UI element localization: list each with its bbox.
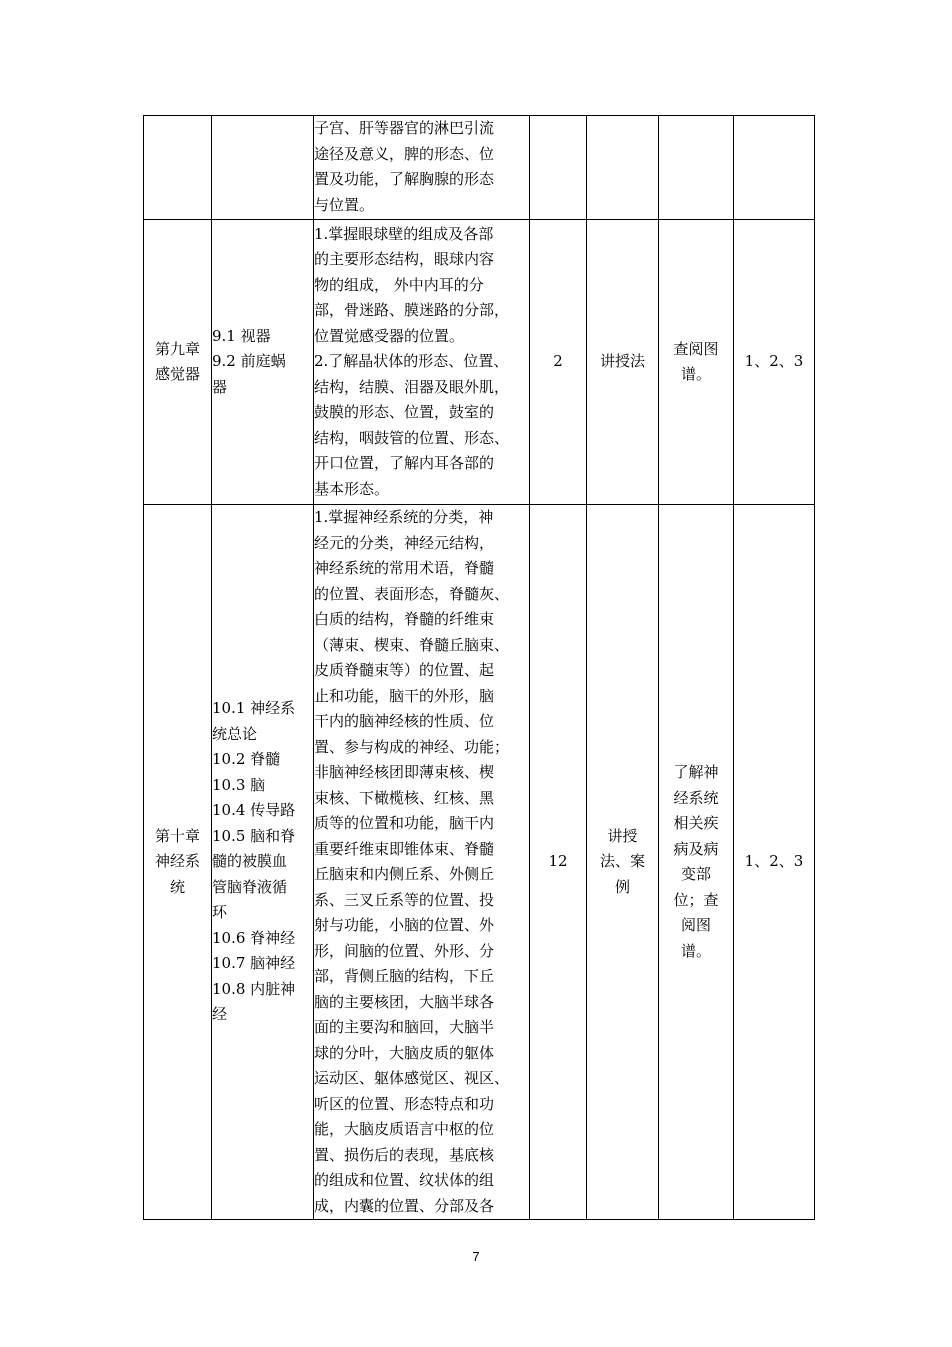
- cell-line: 查阅图: [673, 339, 719, 358]
- cell-line: 10.6 脊神经: [212, 928, 296, 947]
- cell-line: 变部: [680, 865, 711, 883]
- cell-line: 10.7 脑神经: [212, 954, 296, 973]
- cell-line: 干内的脑神经核的性质、位: [314, 712, 495, 730]
- sections-cell: [212, 505, 314, 1220]
- cell-line: 讲授: [607, 826, 638, 845]
- cell-line: 止和功能，脑干的外形，脑: [314, 686, 495, 705]
- cell-line: 经: [212, 1005, 228, 1024]
- cell-line: 部，背侧丘脑的结构，下丘: [314, 967, 495, 985]
- chapter-cell: [144, 116, 212, 220]
- cell-line: 谱。: [680, 365, 711, 383]
- method-cell: [587, 220, 659, 505]
- cell-line: 与位置。: [314, 195, 375, 214]
- objectives-cell: [734, 220, 815, 505]
- table-row: [144, 116, 815, 220]
- cell-line: 管脑脊液循: [212, 877, 288, 896]
- cell-line: 感觉器: [154, 365, 200, 383]
- cell-line: 经系统: [673, 788, 719, 807]
- cell-line: 的组成和位置、纹状体的组: [314, 1171, 495, 1189]
- cell-line: 神经系: [154, 852, 200, 871]
- cell-line: 置、参与构成的神经、功能；: [314, 737, 510, 756]
- content-cell: [314, 505, 530, 1220]
- cell-line: 的主要形态结构，眼球内容: [314, 250, 495, 269]
- cell-line: 统: [169, 877, 185, 896]
- cell-line: 10.5 脑和脊: [212, 826, 296, 845]
- cell-line: 1.掌握神经系统的分类，神: [314, 508, 494, 526]
- cell-line: 例: [614, 877, 630, 896]
- cell-line: 听区的位置、形态特点和功: [314, 1094, 495, 1113]
- requirement-cell: [659, 220, 734, 505]
- table-row: [144, 505, 815, 1220]
- cell-line: 相关疾: [673, 814, 719, 832]
- cell-line: 基本形态。: [314, 479, 390, 498]
- cell-line: 讲授法: [599, 352, 645, 371]
- content-cell: [314, 220, 530, 505]
- cell-line: 束核、下橄榄核、红核、黑: [314, 788, 495, 807]
- method-cell: [587, 505, 659, 1220]
- cell-line: 髓的被膜血: [212, 852, 288, 871]
- hours-cell: [530, 505, 587, 1220]
- cell-line: 第十章: [154, 826, 200, 845]
- cell-line: 位置觉感受器的位置。: [314, 326, 465, 345]
- cell-line: 阅图: [680, 916, 711, 934]
- cell-line: 白质的结构，脊髓的纤维束: [314, 610, 495, 628]
- cell-text: 1、2、3: [744, 352, 804, 371]
- cell-text: 2: [553, 352, 563, 371]
- cell-line: 法、案: [599, 852, 645, 871]
- cell-line: 面的主要沟和脑回，大脑半: [314, 1018, 495, 1036]
- cell-text: 12: [548, 852, 568, 871]
- cell-line: 10.1 神经系: [212, 699, 296, 718]
- method-cell: [587, 116, 659, 220]
- syllabus-table: [143, 115, 815, 1220]
- cell-line: 置、损伤后的表现，基底核: [314, 1145, 495, 1164]
- cell-line: 神经系统的常用术语，脊髓: [314, 559, 495, 577]
- table-row: [144, 220, 815, 505]
- cell-line: 位；查: [673, 890, 719, 909]
- cell-line: 10.3 脑: [212, 775, 266, 794]
- cell-line: 了解神: [673, 763, 719, 781]
- objectives-cell: [734, 116, 815, 220]
- cell-line: 9.2 前庭蜗: [212, 352, 286, 371]
- cell-line: 开口位置，了解内耳各部的: [314, 454, 495, 473]
- cell-line: 结构，结膜、泪器及眼外肌，: [314, 377, 510, 396]
- cell-line: 形，间脑的位置、外形、分: [314, 941, 495, 960]
- cell-line: 成，内囊的位置、分部及各: [314, 1196, 495, 1215]
- cell-line: 系、三叉丘系等的位置、投: [314, 890, 495, 909]
- cell-line: 经元的分类，神经元结构，: [314, 533, 495, 552]
- content-cell: [314, 116, 530, 220]
- cell-line: 1.掌握眼球壁的组成及各部: [314, 224, 494, 243]
- cell-line: 能，大脑皮质语言中枢的位: [314, 1120, 495, 1138]
- sections-cell: [212, 116, 314, 220]
- cell-line: 9.1 视器: [212, 326, 271, 345]
- sections-cell: [212, 220, 314, 505]
- objectives-cell: [734, 505, 815, 1220]
- cell-line: 10.2 脊髓: [212, 750, 281, 769]
- chapter-cell: [144, 220, 212, 505]
- cell-line: 非脑神经核团即薄束核、楔: [314, 763, 495, 781]
- cell-line: 环: [212, 903, 228, 922]
- cell-line: 部，骨迷路、膜迷路的分部，: [314, 301, 510, 320]
- chapter-cell: [144, 505, 212, 1220]
- cell-line: 物的组成， 外中内耳的分: [314, 275, 484, 294]
- hours-cell: [530, 116, 587, 220]
- cell-line: 器: [212, 377, 228, 396]
- cell-line: 脑的主要核团，大脑半球各: [314, 992, 495, 1011]
- hours-cell: [530, 220, 587, 505]
- page-number: 7: [472, 1249, 480, 1264]
- cell-line: 的位置、表面形态，脊髓灰、: [314, 584, 510, 603]
- cell-line: 皮质脊髓束等）的位置、起: [314, 661, 495, 679]
- cell-line: 结构，咽鼓管的位置、形态、: [314, 428, 510, 447]
- cell-line: 病及病: [673, 839, 719, 858]
- cell-line: 10.8 内脏神: [212, 979, 296, 998]
- cell-line: 置及功能，了解胸腺的形态: [314, 170, 495, 188]
- cell-line: 球的分叶，大脑皮质的躯体: [314, 1043, 495, 1062]
- cell-line: 统总论: [212, 724, 258, 743]
- cell-line: 质等的位置和功能，脑干内: [314, 814, 495, 832]
- cell-line: 谱。: [680, 941, 711, 960]
- cell-line: 重要纤维束即锥体束、脊髓: [314, 839, 495, 858]
- requirement-cell: [659, 116, 734, 220]
- cell-line: 鼓膜的形态、位置，鼓室的: [314, 403, 495, 422]
- cell-line: 丘脑束和内侧丘系、外侧丘: [314, 865, 495, 883]
- cell-text: 1、2、3: [744, 852, 804, 871]
- cell-line: 子宫、肝等器官的淋巴引流: [314, 119, 495, 137]
- requirement-cell: [659, 505, 734, 1220]
- cell-line: 途径及意义，脾的形态、位: [314, 144, 495, 163]
- cell-line: 2.了解晶状体的形态、位置、: [314, 352, 509, 371]
- cell-line: （薄束、楔束、脊髓丘脑束、: [314, 635, 510, 654]
- cell-line: 10.4 传导路: [212, 801, 296, 820]
- cell-line: 运动区、躯体感觉区、视区、: [314, 1069, 510, 1087]
- cell-line: 第九章: [154, 339, 200, 358]
- cell-line: 射与功能，小脑的位置、外: [314, 916, 495, 934]
